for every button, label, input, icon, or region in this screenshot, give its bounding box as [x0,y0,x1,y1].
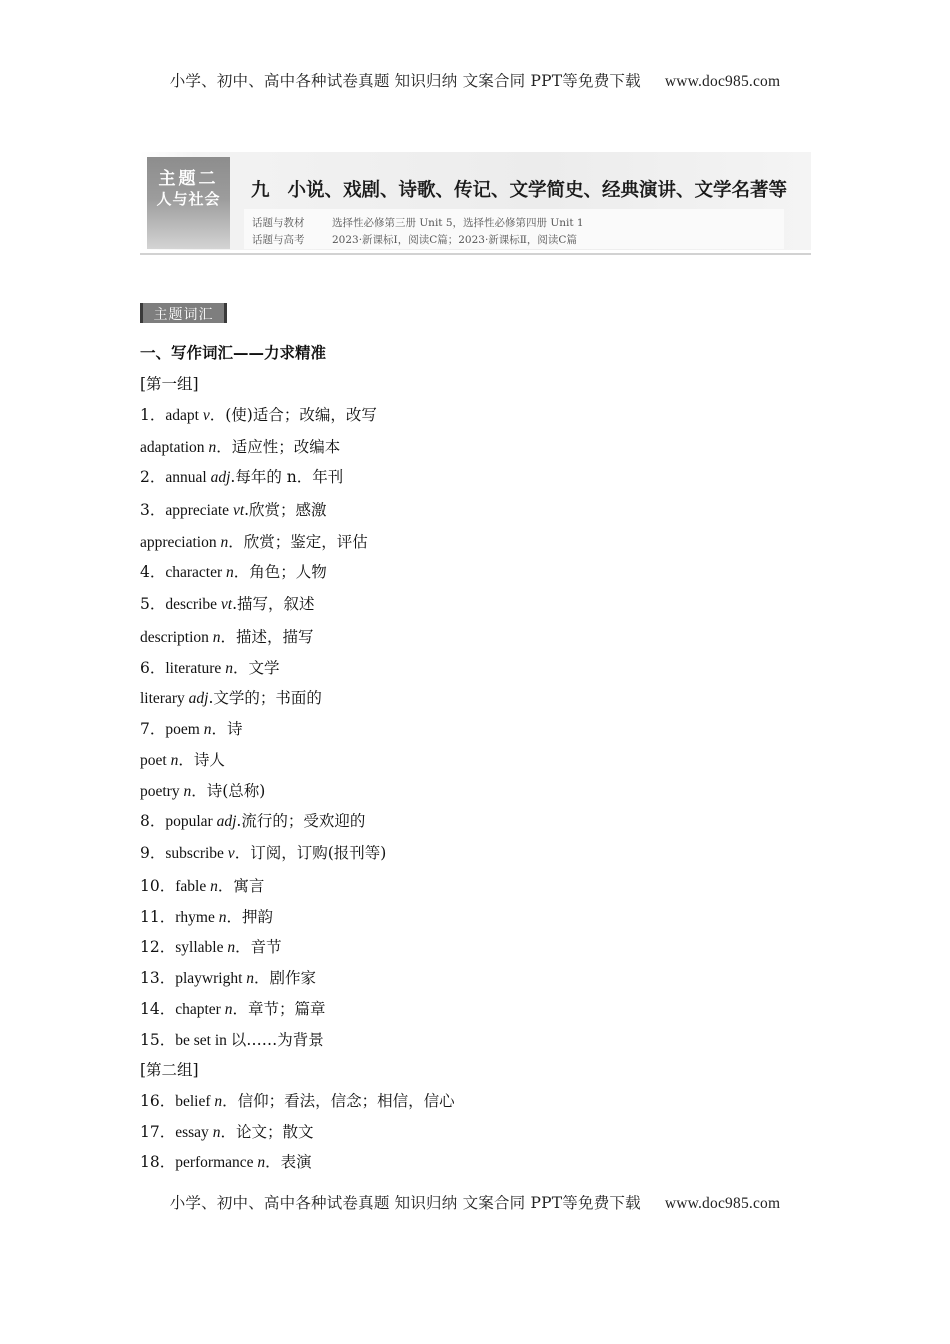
entry-meaning: ．诗人 [178,751,225,769]
entry-number: 15． [140,1031,176,1049]
entry-word: subscribe [165,845,228,862]
info-label: 话题与高考 [252,234,305,246]
badge-sub-text: 人与社会 [156,190,221,208]
vocab-entry [140,748,225,770]
entry-pos: n [170,752,179,769]
entry-meaning: ．寓言 [217,877,265,895]
entry-word: playwright [175,970,247,987]
entry-meaning: ．适应性；改编本 [216,438,341,456]
entry-meaning: .文学的；书面的 [208,689,322,707]
entry-meaning: ．章节；篇章 [232,1000,326,1018]
vocab-entry [140,717,242,739]
entry-pos: v [227,845,235,862]
vocab-entry [140,498,327,520]
entry-word: fable [175,878,211,895]
entry-pos: n [257,1154,266,1171]
banner-divider [140,253,811,255]
vocab-entry [140,841,386,863]
entry-pos: adj [210,469,231,486]
info-label: 话题与教材 [252,217,305,229]
vocab-entry [140,997,325,1019]
theme-badge [147,157,230,249]
entry-number: 5． [140,595,166,613]
vocab-entry [140,686,322,708]
entry-meaning: ．信仰；看法，信念；相信，信心 [222,1092,455,1110]
entry-meaning: ．音节 [235,938,282,956]
header-text: 小学、初中、高中各种试卷真题 知识归纳 文案合同 PPT等免费下载 [169,72,641,90]
entry-meaning: ．(使)适合；改编，改写 [209,406,377,424]
entry-number: 6． [140,659,166,677]
entry-word: poet [140,752,171,769]
entry-word: poetry [140,783,184,800]
entry-pos: n [227,939,236,956]
page-header [0,69,950,91]
entry-word: annual [165,469,211,486]
banner-title-text: 小说、戏剧、诗歌、传记、文学简史、经典演讲、文学名著等 [287,180,788,201]
entry-word: belief [175,1093,215,1110]
entry-pos: n [210,878,218,895]
vocab-entry [140,1150,312,1172]
entry-number: 3． [140,501,166,519]
section-title: 一、写作词汇——力求精准 [140,344,327,362]
entry-meaning: ．诗(总称) [191,782,266,800]
entry-number: 1． [140,406,166,424]
entry-number: 12． [140,938,176,956]
entry-number: 11． [140,908,176,926]
entry-pos: n [225,660,233,677]
entry-number: 9． [140,844,166,862]
entry-pos: n [226,564,234,581]
entry-pos: n [220,534,229,551]
entry-word: character [165,564,227,581]
entry-number: 13． [140,969,176,987]
entry-pos: n [212,629,221,646]
vocab-entry [140,592,315,614]
entry-number: 17． [140,1123,176,1141]
entry-word: appreciation [140,534,221,551]
entry-number: 18． [140,1153,176,1171]
vocab-entry [140,560,327,582]
footer-site-link[interactable]: www.doc985.com [664,1195,781,1212]
vocab-entry [140,625,314,647]
entry-meaning: ．订阅，订购(报刊等) [234,844,387,862]
badge-main-text: 主题二 [158,169,219,189]
entry-pos: n [203,721,212,738]
entry-meaning: ．角色；人物 [233,563,327,581]
info-row-textbook [252,215,584,230]
entry-number: 16． [140,1092,176,1110]
entry-word: description [140,629,213,646]
vocab-entry [140,809,365,831]
entry-word: describe [165,596,221,613]
entry-meaning: ．表演 [265,1153,312,1171]
entry-pos: vt [232,502,245,519]
entry-meaning: ．剧作家 [254,969,317,987]
footer-text: 小学、初中、高中各种试卷真题 知识归纳 文案合同 PPT等免费下载 [169,1194,641,1212]
entry-number: 14． [140,1000,176,1018]
entry-word: performance [175,1154,258,1171]
info-value: 2023·新课标Ⅰ，阅读C篇；2023·新课标Ⅱ，阅读C篇 [332,234,577,246]
vocab-entry [140,1089,455,1111]
entry-number: 8． [140,812,166,830]
entry-pos: n [212,1124,221,1141]
entry-number: 7． [140,720,166,738]
entry-word: essay [175,1124,213,1141]
topic-banner [140,152,811,256]
entry-word: adaptation [140,439,209,456]
entry-meaning: .描写，叙述 [232,595,315,613]
entry-meaning: ．描述，描写 [220,628,314,646]
entry-meaning: ．诗 [211,720,243,738]
entry-word: literature [165,660,226,677]
vocab-entry [140,874,264,896]
entry-word: syllable [175,939,228,956]
vocab-entry [140,905,273,927]
vocab-entry [140,935,282,957]
entry-pos: n [224,1001,233,1018]
vocab-entry [140,779,265,801]
entry-word: chapter [175,1001,225,1018]
vocab-entry [140,966,316,988]
banner-number: 九 [251,180,270,201]
entry-word: popular [165,813,217,830]
entry-meaning: ．欣赏；鉴定，评估 [228,533,368,551]
vocab-entry [140,530,368,552]
entry-meaning: .流行的；受欢迎的 [236,812,366,830]
entry-number: 10． [140,877,176,895]
entry-word: appreciate [165,502,233,519]
entry-pos: adj [216,813,237,830]
vocab-entry [140,1120,313,1142]
info-value: 选择性必修第三册 Unit 5，选择性必修第四册 Unit 1 [332,217,584,229]
entry-meaning: ．押韵 [226,908,273,926]
group-heading-2: [第二组] [140,1061,199,1079]
entry-word: adapt [165,407,203,424]
entry-number: 4． [140,563,166,581]
vocab-entry [140,465,343,487]
banner-title [251,176,787,202]
entry-word: be set in [175,1032,231,1049]
group-heading-1: [第一组] [140,375,199,393]
entry-pos: vt [220,596,233,613]
banner-info-box [244,209,784,249]
entry-meaning: .欣赏；感激 [244,501,327,519]
entry-pos: n [218,909,227,926]
entry-meaning: 以……为背景 [230,1031,324,1049]
entry-pos: adj [188,690,209,707]
entry-pos: n [214,1093,223,1110]
vocab-entry [140,656,279,678]
page-footer [0,1191,950,1213]
entry-pos: v [202,407,210,424]
entry-word: literary [140,690,189,707]
entry-meaning: .每年的 n．年刊 [230,468,344,486]
info-row-exam [252,232,577,247]
entry-pos: n [246,970,255,987]
entry-meaning: ．论文；散文 [220,1123,314,1141]
vocab-entry [140,403,377,425]
entry-pos: n [208,439,217,456]
vocab-entry [140,435,340,457]
vocab-entry [140,1028,324,1050]
entry-word: poem [165,721,204,738]
entry-number: 2． [140,468,166,486]
header-site-link[interactable]: www.doc985.com [664,73,781,90]
entry-pos: n [183,783,192,800]
section-tag-text: 主题词汇 [153,307,214,323]
entry-meaning: ．文学 [232,659,280,677]
entry-word: rhyme [175,909,219,926]
section-tag [140,303,227,323]
